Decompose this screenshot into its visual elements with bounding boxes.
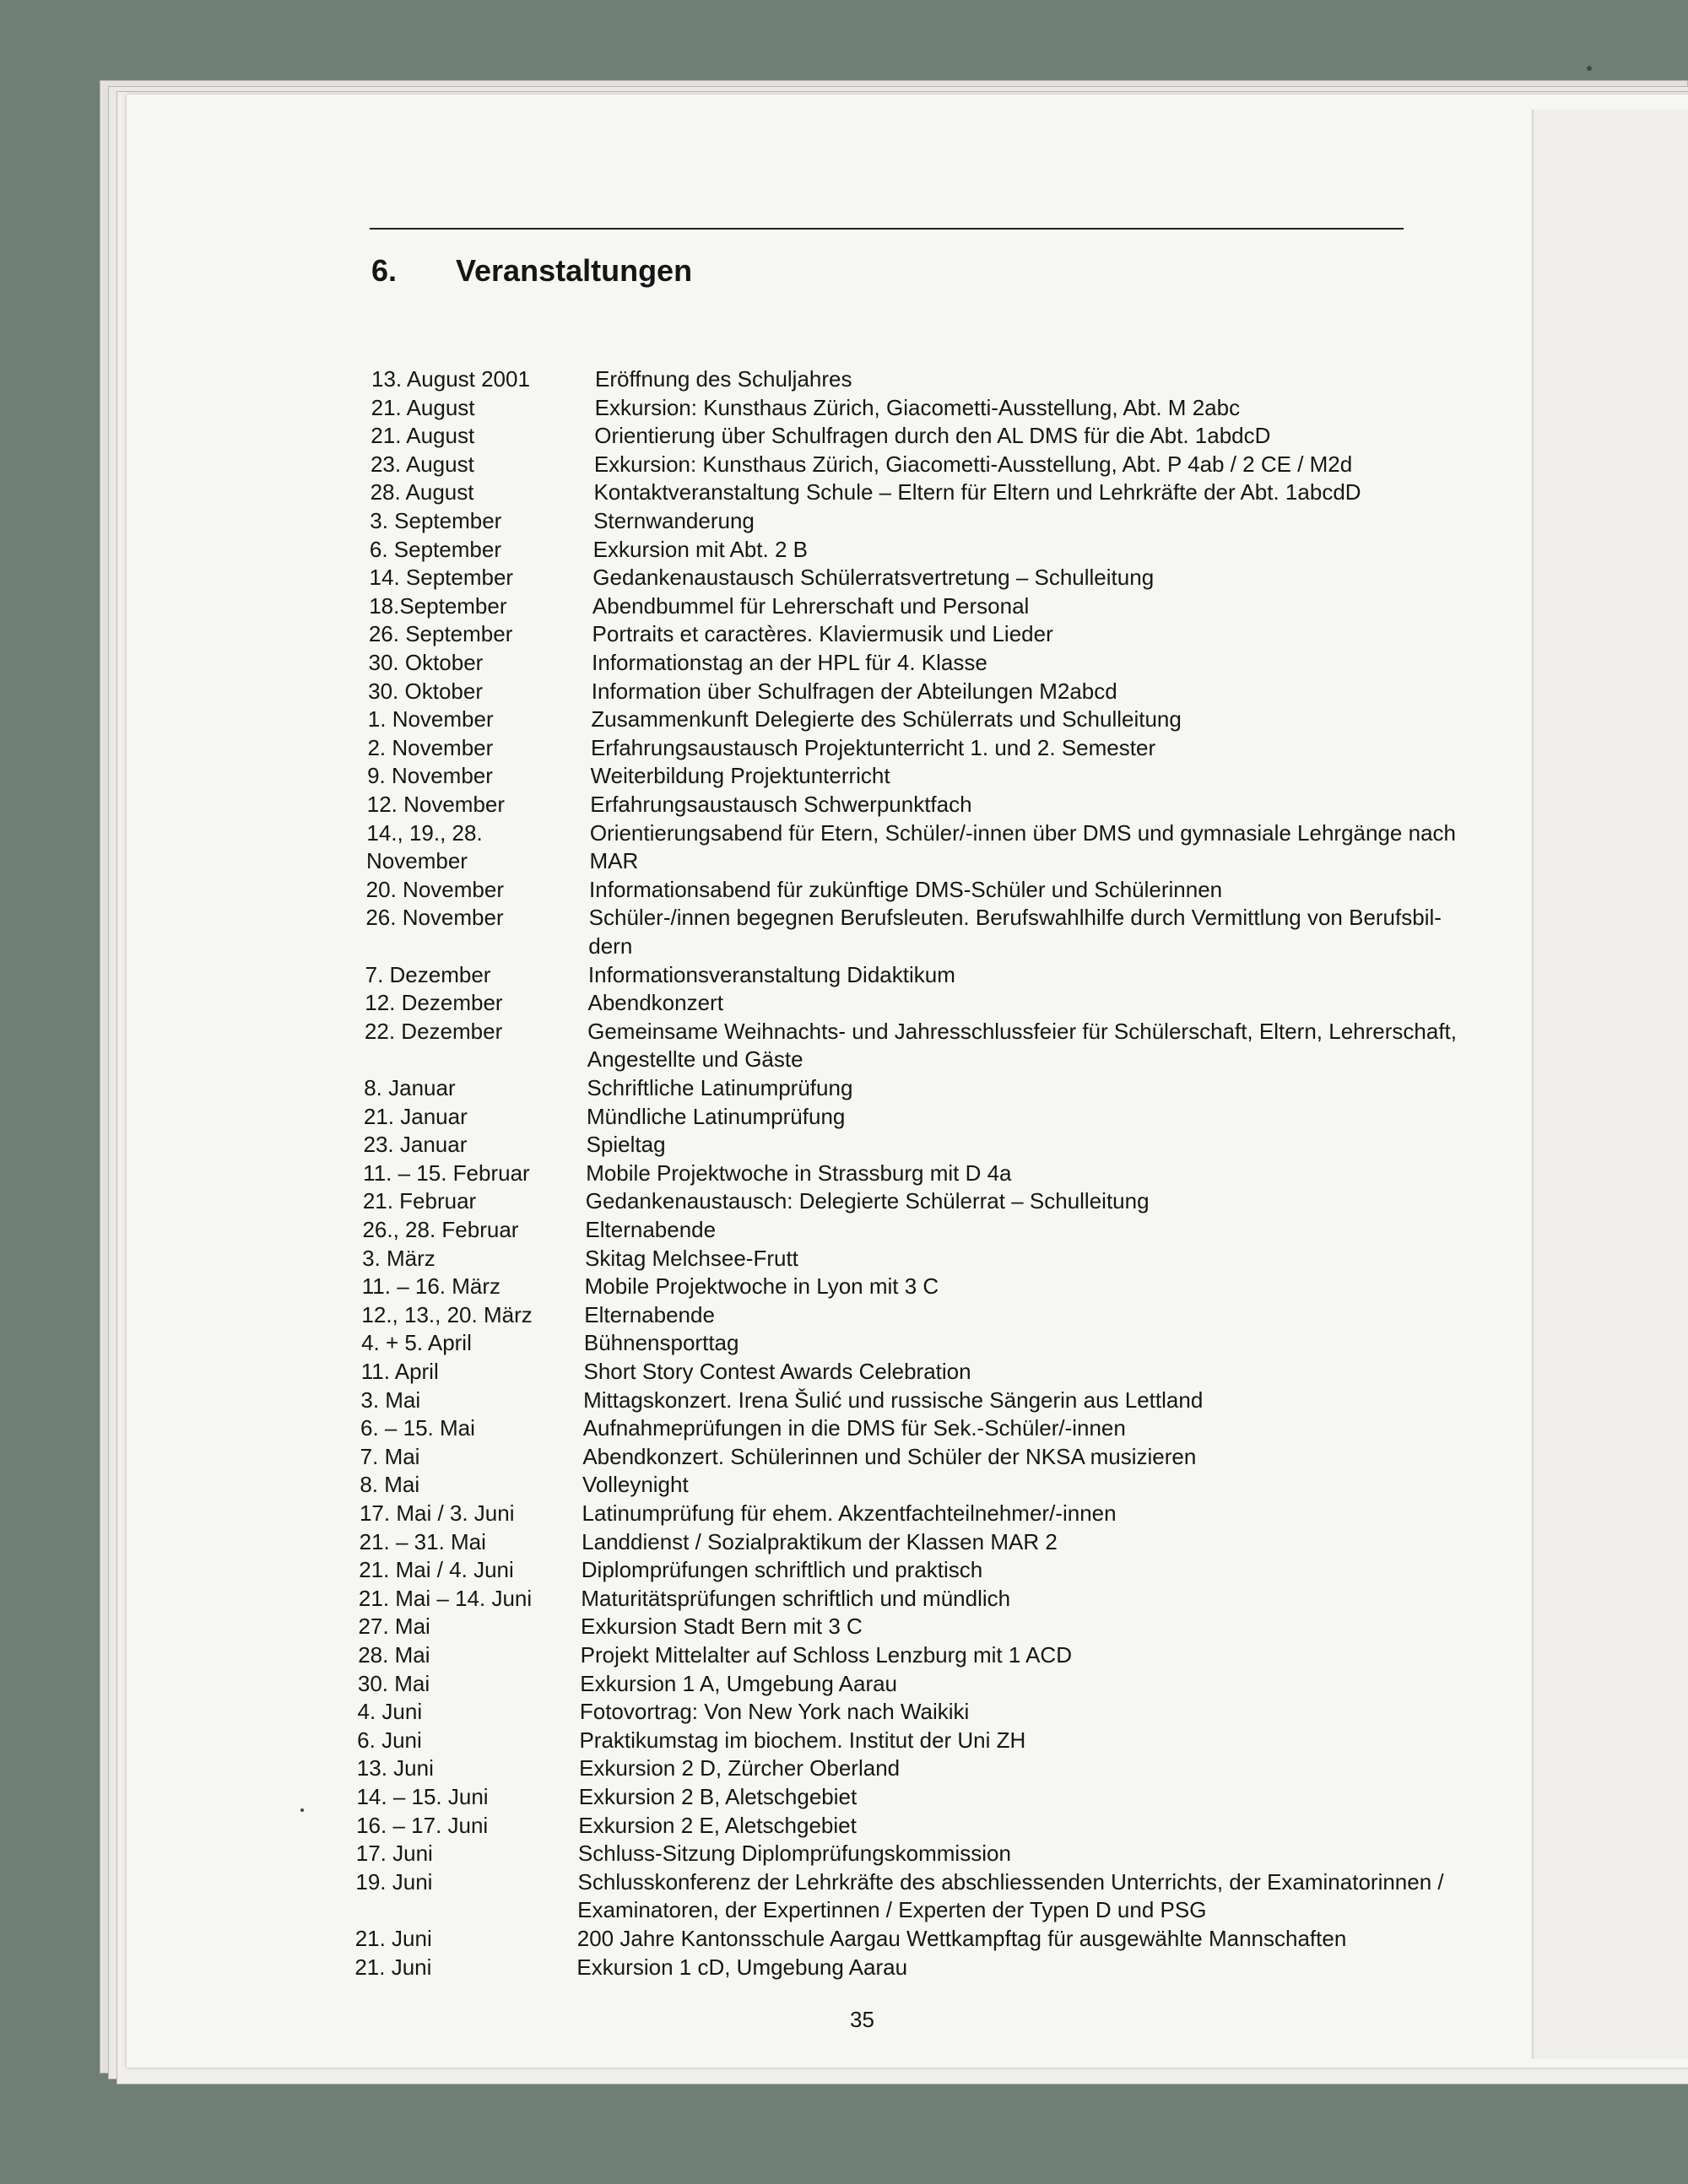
event-description: Informationsveranstaltung Didaktikum <box>587 961 955 987</box>
header-rule <box>370 228 1404 230</box>
event-date: 7. Dezember <box>365 961 491 987</box>
event-description: Fotovortrag: Von New York nach Waikiki <box>579 1699 970 1725</box>
event-description: Maturitätsprüfungen schriftlich und mündlich <box>581 1585 1011 1611</box>
event-date: 30. Mai <box>357 1670 430 1696</box>
event-description: Zusammenkunft Delegierte des Schülerrats und Schulleitung <box>591 706 1182 733</box>
event-description: Mobile Projektwoche in Lyon mit 3 C <box>584 1273 939 1300</box>
event-date: 4. + 5. April <box>361 1330 472 1356</box>
event-description: Mobile Projektwoche in Strassburg mit D 4a <box>586 1160 1012 1186</box>
event-description: Praktikumstag im biochem. Institut der Uni ZH <box>579 1727 1026 1753</box>
event-description: Gedankenaustausch: Delegierte Schülerrat – Schulleitung <box>585 1188 1150 1214</box>
event-description: Aufnahmeprüfungen in die DMS für Sek.-Schüler/-innen <box>582 1415 1126 1441</box>
event-date: 14. – 15. Juni <box>356 1784 489 1809</box>
event-date: 23. Januar <box>363 1132 468 1158</box>
event-date: 13. Juni <box>356 1755 434 1781</box>
event-date: 30. Oktober <box>368 650 484 675</box>
event-date: 17. Mai / 3. Juni <box>359 1500 515 1526</box>
event-date: 21. Januar <box>363 1103 468 1129</box>
event-description: Schlusskonferenz der Lehrkräfte des abschliessenden Unterrichts, der Examinatorinnen / <box>577 1868 1444 1895</box>
event-date: 23. August <box>370 451 474 477</box>
event-date: 28. August <box>370 479 474 505</box>
event-description: Bühnensporttag <box>583 1330 739 1356</box>
page-number: 35 <box>850 2007 874 2032</box>
event-description: Schriftliche Latinumprüfung <box>587 1075 853 1100</box>
event-description: Short Story Contest Awards Celebration <box>583 1359 971 1384</box>
event-date: 3. März <box>362 1245 436 1271</box>
event-date: 6. Juni <box>357 1727 422 1753</box>
event-date: 21. Juni <box>354 1926 432 1951</box>
event-description: Exkursion 2 B, Aletschgebiet <box>578 1784 858 1809</box>
event-description: Exkursion 2 D, Zürcher Oberland <box>579 1755 901 1781</box>
event-description: Exkursion: Kunsthaus Zürich, Giacometti-Ausstellung, Abt. P 4ab / 2 CE / M2d <box>593 451 1353 477</box>
event-date: 27. Mai <box>358 1614 430 1640</box>
event-date: 30. Oktober <box>368 678 483 704</box>
event-date: 6. – 15. Mai <box>360 1415 475 1441</box>
event-description: Spieltag <box>586 1132 666 1158</box>
event-date: 8. Mai <box>360 1472 420 1498</box>
event-description: Erfahrungsaustausch Schwerpunktfach <box>590 792 972 817</box>
event-date: 11. – 16. März <box>361 1273 501 1300</box>
event-description: Abendkonzert. Schülerinnen und Schüler der NKSA musizieren <box>582 1443 1197 1469</box>
event-description: Landdienst / Sozialpraktikum der Klassen MAR 2 <box>582 1528 1058 1554</box>
event-date: 16. – 17. Juni <box>356 1812 489 1838</box>
section-number: 6. <box>371 253 398 288</box>
event-description: Exkursion mit Abt. 2 B <box>592 536 808 562</box>
event-description: Mittagskonzert. Irena Šulić und russische Sängerin aus Lettland <box>583 1387 1204 1413</box>
event-date: 8. Januar <box>364 1075 456 1100</box>
event-date: 26. September <box>368 621 513 647</box>
event-date: 22. Dezember <box>364 1018 503 1044</box>
event-description: Examinatoren, der Expertinnen / Experten der Typen D und PSG <box>577 1897 1207 1923</box>
event-date: 26., 28. Februar <box>362 1217 519 1242</box>
event-date: 12., 13., 20. März <box>361 1301 533 1327</box>
event-description: Elternabende <box>584 1301 715 1327</box>
event-description: Weiterbildung Projektunterricht <box>590 763 890 789</box>
event-description: Elternabende <box>585 1217 717 1242</box>
event-description: Exkursion 1 A, Umgebung Aarau <box>580 1670 898 1696</box>
event-description: Mündliche Latinumprüfung <box>586 1103 846 1129</box>
event-date: 3. September <box>370 508 502 533</box>
event-description: Gemeinsame Weihnachts- und Jahresschlussfeier für Schülerschaft, Eltern, Lehrerschaft, <box>587 1018 1457 1044</box>
scan-speck <box>300 1808 304 1812</box>
event-date: 21. Februar <box>362 1188 477 1214</box>
event-date: 4. Juni <box>357 1699 423 1725</box>
event-date: 21. August <box>371 423 475 449</box>
event-date: 14. September <box>369 565 514 591</box>
event-description: Sternwanderung <box>593 508 755 533</box>
event-date: 19. Juni <box>355 1868 433 1895</box>
event-date: 20. November <box>365 876 504 902</box>
event-date: 28. Mai <box>358 1642 430 1668</box>
event-description: Diplomprüfungen schriftlich und praktisch <box>581 1557 983 1583</box>
event-description: Portraits et caractères. Klaviermusik und Lieder <box>592 621 1053 647</box>
event-date: 1. November <box>367 706 494 733</box>
event-description: Exkursion: Kunsthaus Zürich, Giacometti-Ausstellung, Abt. M 2abc <box>594 394 1241 420</box>
event-date: 9. November <box>367 763 493 789</box>
event-description: Skitag Melchsee-Frutt <box>585 1245 798 1271</box>
event-date: 3. Mai <box>360 1387 421 1413</box>
event-description: Exkursion 2 E, Aletschgebiet <box>578 1812 857 1838</box>
event-description: Schüler-/innen begegnen Berufsleuten. Berufswahlhilfe durch Vermittlung von Berufsbil- <box>588 905 1442 931</box>
event-description: Erfahrungsaustausch Projektunterricht 1. und 2. Semester <box>590 734 1156 760</box>
event-date: 21. Mai / 4. Juni <box>359 1557 514 1583</box>
event-description: Angestellte und Gäste <box>587 1046 803 1073</box>
event-description: MAR <box>589 848 639 874</box>
event-date: 6. September <box>369 536 501 562</box>
event-description: dern <box>588 933 633 959</box>
section-heading <box>371 253 692 289</box>
event-date: 12. Dezember <box>365 990 503 1016</box>
event-date: 11. – 15. Februar <box>363 1160 530 1186</box>
event-date: 11. April <box>360 1359 439 1384</box>
event-description: Exkursion 1 cD, Umgebung Aarau <box>576 1954 908 1980</box>
event-description: Informationsabend für zukünftige DMS-Schüler und Schülerinnen <box>589 876 1223 902</box>
event-description: 200 Jahre Kantonsschule Aargau Wettkampftag für ausgewählte Mannschaften <box>576 1926 1347 1951</box>
event-description: Eröffnung des Schuljahres <box>595 366 852 392</box>
event-description: Orientierungsabend für Etern, Schüler/-innen über DMS und gymnasiale Lehrgänge nach <box>589 819 1456 846</box>
event-date: 21. August <box>371 394 475 420</box>
event-description: Informationstag an der HPL für 4. Klasse <box>592 650 987 675</box>
event-description: Volleynight <box>582 1472 689 1498</box>
facing-page-edge <box>1532 110 1688 2059</box>
scan-speck <box>1587 66 1592 71</box>
event-date: 7. Mai <box>360 1443 420 1469</box>
event-description: Schluss-Sitzung Diplomprüfungskommission <box>577 1841 1011 1867</box>
event-date: 26. November <box>365 905 504 931</box>
event-description: Gedankenaustausch Schülerratsvertretung – Schulleitung <box>592 565 1155 591</box>
event-date: 21. Juni <box>354 1954 432 1980</box>
event-description: Kontaktveranstaltung Schule – Eltern für Eltern und Lehrkräfte der Abt. 1abcdD <box>593 479 1361 505</box>
event-description: Abendkonzert <box>587 990 723 1016</box>
event-date: 21. – 31. Mai <box>359 1528 486 1554</box>
event-date: 21. Mai – 14. Juni <box>358 1585 533 1611</box>
event-date: 13. August 2001 <box>371 366 530 392</box>
section-title: Veranstaltungen <box>456 253 693 288</box>
event-description: Latinumprüfung für ehem. Akzentfachteilnehmer/-innen <box>582 1500 1117 1526</box>
event-date: 17. Juni <box>355 1841 433 1867</box>
event-description: Exkursion Stadt Bern mit 3 C <box>581 1614 863 1640</box>
event-date: 12. November <box>366 792 506 817</box>
event-date: 2. November <box>367 734 494 760</box>
event-description: Abendbummel für Lehrerschaft und Personal <box>592 592 1030 619</box>
event-date: November <box>366 848 468 874</box>
event-date: 18.September <box>369 592 507 619</box>
event-description: Projekt Mittelalter auf Schloss Lenzburg mit 1 ACD <box>580 1642 1072 1668</box>
event-date: 14., 19., 28. <box>366 819 483 846</box>
event-description: Information über Schulfragen der Abteilungen M2abcd <box>591 678 1117 704</box>
event-description: Orientierung über Schulfragen durch den AL DMS für die Abt. 1abdcD <box>594 423 1271 449</box>
